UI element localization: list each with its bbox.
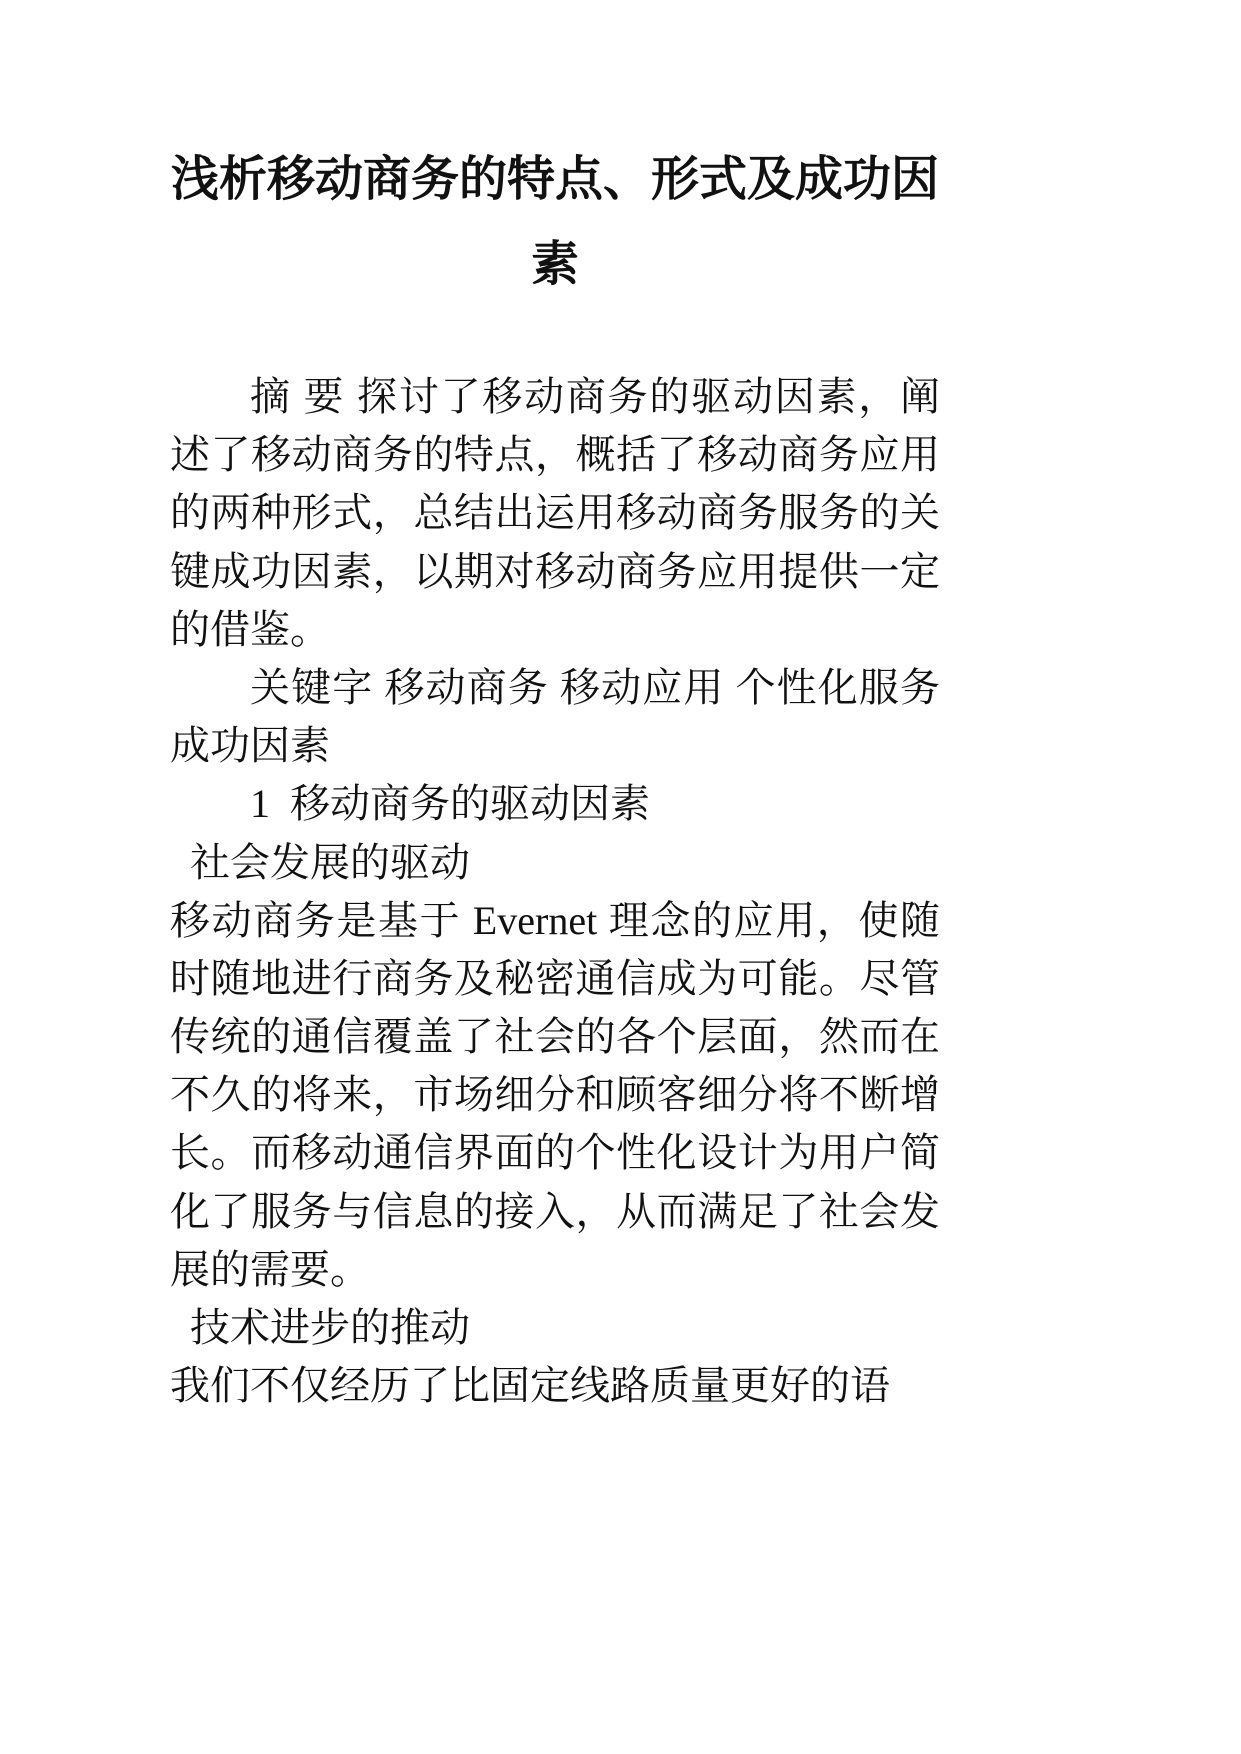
document-body (170, 368, 940, 1415)
document-title (140, 137, 970, 307)
body-paragraph (170, 1357, 940, 1415)
abstract-line: 摘 要 探讨了移动商务的驱动因素，阐 (250, 374, 940, 419)
body-paragraph (170, 892, 940, 1299)
abstract-line: 的借鉴。 (170, 606, 330, 652)
keywords-line: 关键字 移动商务 移动应用 个性化服务 (250, 664, 940, 710)
body-line: 不久的将来，市场细分和顾客细分将不断增 (170, 1072, 940, 1118)
title-line: 素 (530, 238, 579, 291)
body-line: 展的需要。 (170, 1246, 370, 1292)
body-line: 我们不仅经历了比固定线路质量更好的语 (170, 1363, 890, 1409)
body-line: 时随地进行商务及秘密通信成为可能。尽管 (170, 955, 940, 1001)
abstract-line: 键成功因素，以期对移动商务应用提供一定 (170, 548, 940, 594)
subsection-heading: 社会发展的驱动 (190, 839, 470, 885)
abstract-paragraph (170, 368, 940, 659)
abstract-line: 的两种形式，总结出运用移动商务服务的关 (170, 490, 940, 536)
body-line: 移动商务是基于 Evernet 理念的应用，使随 (170, 897, 940, 943)
section-heading: 1 移动商务的驱动因素 (250, 781, 650, 827)
title-line: 浅析移动商务的特点、形式及成功因 (170, 153, 939, 206)
body-line: 化了服务与信息的接入，从而满足了社会发 (170, 1188, 940, 1234)
abstract-line: 述了移动商务的特点，概括了移动商务应用 (170, 432, 940, 478)
keywords-line: 成功因素 (170, 723, 330, 769)
body-line: 长。而移动通信界面的个性化设计为用户简 (170, 1130, 940, 1176)
body-line: 传统的通信覆盖了社会的各个层面，然而在 (170, 1014, 940, 1060)
keywords-paragraph (170, 659, 940, 775)
subsection-heading: 技术进步的推动 (190, 1305, 470, 1350)
